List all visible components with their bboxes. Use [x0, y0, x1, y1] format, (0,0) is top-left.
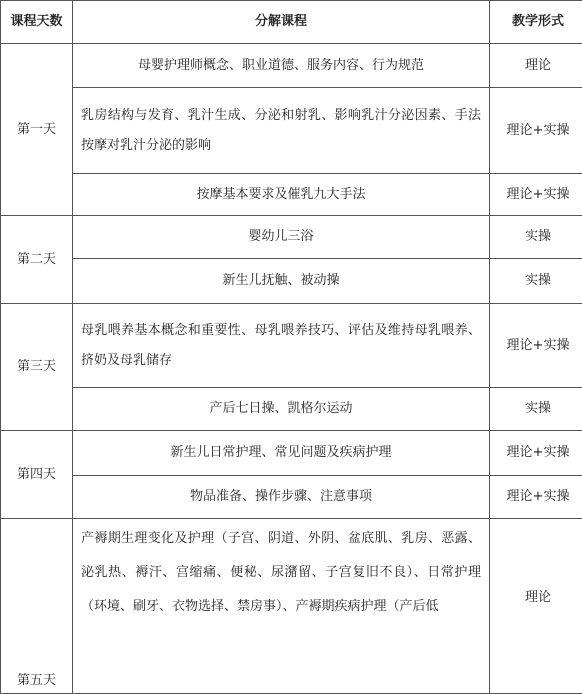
table-row	[1, 519, 582, 694]
table-row	[1, 431, 582, 476]
topic-cell: 新生儿日常护理、常见问题及疾病护理	[73, 431, 490, 476]
topic-cell: 新生儿抚触、被动操	[73, 259, 490, 304]
table-row	[1, 259, 582, 304]
method-cell: 实操	[490, 216, 582, 259]
topic-cell: 产褥期生理变化及护理（子宫、阴道、外阴、盆底肌、乳房、恶露、泌乳热、褥汗、宫缩痛、便秘、尿潴留、子宫复旧不良）、日常护理（环境、刷牙、衣物选择、禁房事）、产褥期疾病护理（产后低	[73, 519, 490, 694]
method-cell: 实操	[490, 388, 582, 431]
day-label-5	[1, 519, 73, 694]
table-row	[1, 216, 582, 259]
method-cell: 理论+实操	[490, 304, 582, 388]
topic-cell: 产后七日操、凯格尔运动	[73, 388, 490, 431]
day-label-3: 第三天	[1, 304, 73, 431]
topic-cell: 物品准备、操作步骤、注意事项	[73, 476, 490, 519]
method-cell: 理论+实操	[490, 88, 582, 174]
topic-cell: 乳房结构与发育、乳汁生成、分泌和射乳、影响乳汁分泌因素、手法按摩对乳汁分泌的影响	[73, 88, 490, 174]
table-row	[1, 174, 582, 216]
header-method: 教学形式	[490, 1, 582, 44]
topic-cell: 婴幼儿三浴	[73, 216, 490, 259]
header-row	[1, 1, 582, 44]
table-row	[1, 44, 582, 88]
method-cell: 理论	[490, 44, 582, 88]
method-cell: 理论+实操	[490, 174, 582, 216]
method-cell: 理论+实操	[490, 476, 582, 519]
topic-cell: 母婴护理师概念、职业道德、服务内容、行为规范	[73, 44, 490, 88]
topic-cell: 按摩基本要求及催乳九大手法	[73, 174, 490, 216]
topic-cell: 母乳喂养基本概念和重要性、母乳喂养技巧、评估及维持母乳喂养、挤奶及母乳储存	[73, 304, 490, 388]
table-row	[1, 476, 582, 519]
day-label-2: 第二天	[1, 216, 73, 304]
method-cell: 理论+实操	[490, 431, 582, 476]
table-row	[1, 88, 582, 174]
table-row	[1, 388, 582, 431]
day-label-1: 第一天	[1, 44, 73, 216]
day-label-5-text: 第五天	[17, 673, 56, 688]
method-cell: 理论	[490, 519, 582, 694]
day-label-4: 第四天	[1, 431, 73, 519]
header-topic: 分解课程	[73, 1, 490, 44]
table-row	[1, 304, 582, 388]
method-cell: 实操	[490, 259, 582, 304]
header-day: 课程天数	[1, 1, 73, 44]
